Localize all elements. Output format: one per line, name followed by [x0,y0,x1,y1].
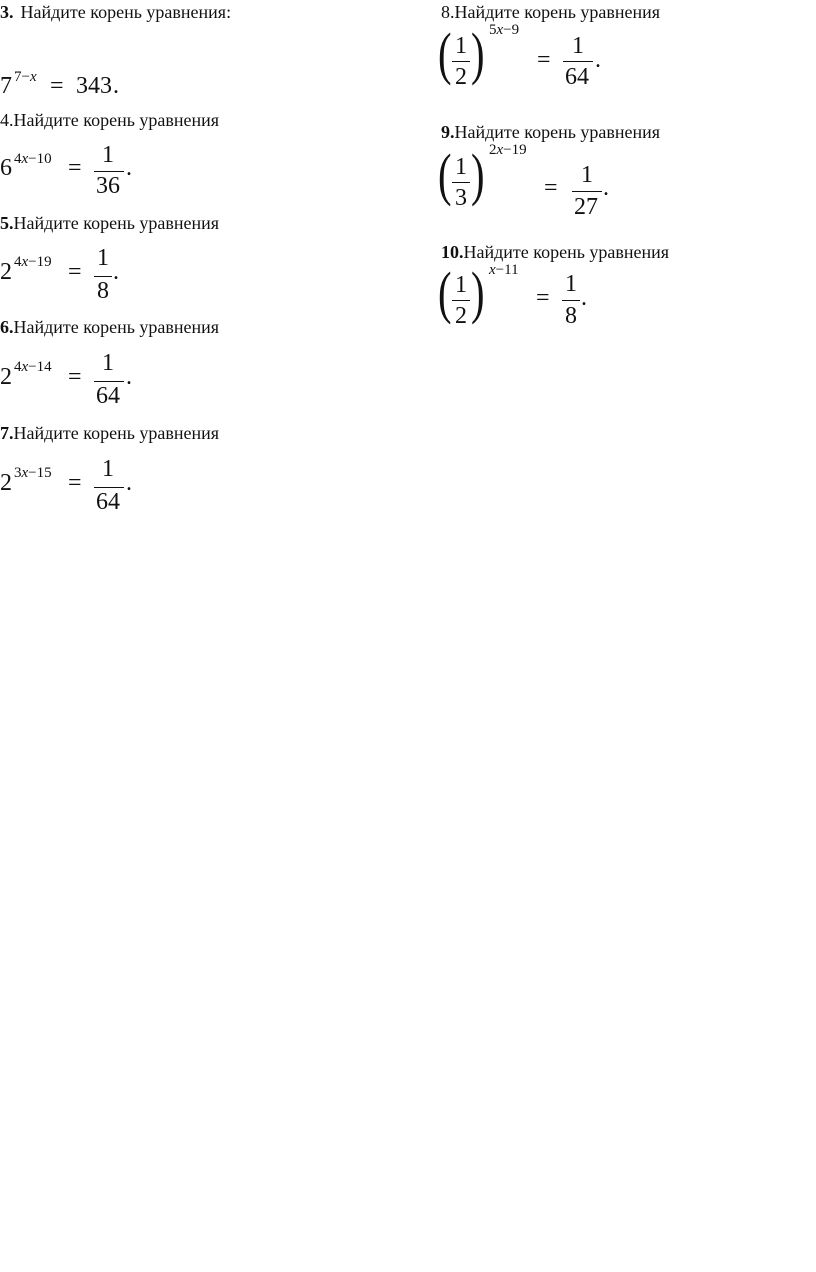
equation [0,337,150,409]
fraction-numerator: 1 [102,350,114,376]
task-number: 3. [0,2,14,22]
fraction-numerator: 1 [97,245,109,271]
fraction-bar [562,300,580,301]
exponent-var: x [29,69,37,85]
exponent-rest: −19 [28,254,52,270]
task-title: Найдите корень уравнения [13,423,220,443]
eq-exponent [14,152,52,167]
eq-exponent [489,143,527,158]
fraction-denominator: 64 [96,489,120,515]
eq-equals: = [68,470,82,496]
equation [0,130,150,199]
task-heading [441,122,660,142]
task-7 [0,423,220,515]
base-fraction-bar [452,61,470,62]
exponent-coef: 4 [14,254,22,270]
task-title: Найдите корень уравнения [13,317,220,337]
task-title: Найдите корень уравнения [454,2,661,22]
eq-period: . [113,259,119,285]
fraction-bar [563,61,593,62]
eq-exponent [489,23,519,38]
equation [0,49,150,99]
eq-period: . [126,155,132,181]
task-heading [441,242,669,262]
task-number: 9. [441,122,455,142]
fraction-bar [572,191,602,192]
equation [438,142,621,220]
exponent-coef: 4 [14,359,22,375]
base-denominator: 3 [455,185,467,211]
task-6 [0,317,220,409]
task-3 [0,2,232,99]
task-heading [0,110,219,130]
eq-base: 2 [0,259,12,285]
exponent-var: x [496,142,504,158]
exponent-var: x [489,262,496,278]
eq-base: 6 [0,155,12,181]
task-number: 7. [0,423,14,443]
eq-exponent [14,360,52,375]
base-denominator: 2 [455,303,467,329]
task-number: 10. [441,242,464,262]
eq-exponent [14,466,52,481]
task-4 [0,110,220,199]
equation [438,21,621,94]
task-number: 4. [0,110,14,130]
exponent-var: x [21,151,29,167]
fraction-numerator: 1 [102,142,114,168]
eq-period: . [126,470,132,496]
eq-equals: = [68,364,82,390]
exponent-coef: 2 [489,142,497,158]
exponent-rest: −15 [28,465,52,481]
exponent-rest: −9 [503,22,520,38]
eq-equals: = [68,259,82,285]
left-paren: ( [438,260,452,325]
right-paren: ) [471,142,485,207]
exponent-coef: 5 [489,22,497,38]
exponent-const: 7− [14,69,30,85]
exponent-var: x [21,465,29,481]
exponent-var: x [21,254,29,270]
equation [0,233,150,304]
task-9 [438,122,661,220]
exponent-coef: 4 [14,151,22,167]
task-heading [441,2,660,22]
eq-equals: = [50,73,64,99]
task-title: Найдите корень уравнения [463,242,670,262]
task-heading [0,317,219,337]
task-number: 6. [0,317,14,337]
base-fraction-bar [452,182,470,183]
left-paren: ( [438,21,452,86]
equation [438,260,621,334]
task-number: 8. [441,2,455,22]
task-title: Найдите корень уравнения: [20,2,232,22]
exponent-rest: −10 [28,151,52,167]
eq-equals: = [536,285,550,311]
equation [0,443,150,515]
task-number: 5. [0,213,14,233]
right-paren: ) [471,21,485,86]
fraction-denominator: 8 [565,303,577,329]
exponent-rest: −14 [28,359,52,375]
fraction-numerator: 1 [102,456,114,482]
task-title: Найдите корень уравнения [13,110,220,130]
eq-equals: = [68,155,82,181]
exponent-coef: 3 [14,465,22,481]
fraction-numerator: 1 [565,271,577,297]
base-numerator: 1 [455,33,467,59]
task-10 [438,242,670,334]
task-heading [0,213,219,233]
fraction-denominator: 64 [565,64,589,90]
eq-period: . [113,73,119,99]
fraction-numerator: 1 [581,162,593,188]
task-5 [0,213,220,304]
base-numerator: 1 [455,272,467,298]
eq-equals: = [544,175,558,201]
exponent-var: x [21,359,29,375]
fraction-denominator: 8 [97,278,109,304]
fraction-denominator: 36 [96,173,120,199]
eq-period: . [126,364,132,390]
base-fraction-bar [452,300,470,301]
eq-base: 2 [0,470,12,496]
task-heading [0,2,231,22]
exponent-rest: −11 [495,262,519,278]
eq-exponent [14,70,37,85]
base-denominator: 2 [455,64,467,90]
base-numerator: 1 [455,154,467,180]
eq-exponent [489,263,519,278]
eq-period: . [595,47,601,73]
right-paren: ) [471,260,485,325]
exponent-rest: −19 [503,142,527,158]
eq-base: 2 [0,364,12,390]
eq-exponent [14,255,52,270]
eq-period: . [581,285,587,311]
eq-period: . [603,175,609,201]
left-paren: ( [438,142,452,207]
task-heading [0,423,219,443]
eq-equals: = [537,47,551,73]
fraction-numerator: 1 [572,33,584,59]
task-title: Найдите корень уравнения [454,122,661,142]
task-title: Найдите корень уравнения [13,213,220,233]
eq-rhs: 343 [76,73,112,99]
exponent-var: x [496,22,504,38]
fraction-denominator: 64 [96,383,120,409]
eq-base: 7 [0,73,12,99]
fraction-denominator: 27 [574,194,598,220]
task-8 [438,2,661,94]
